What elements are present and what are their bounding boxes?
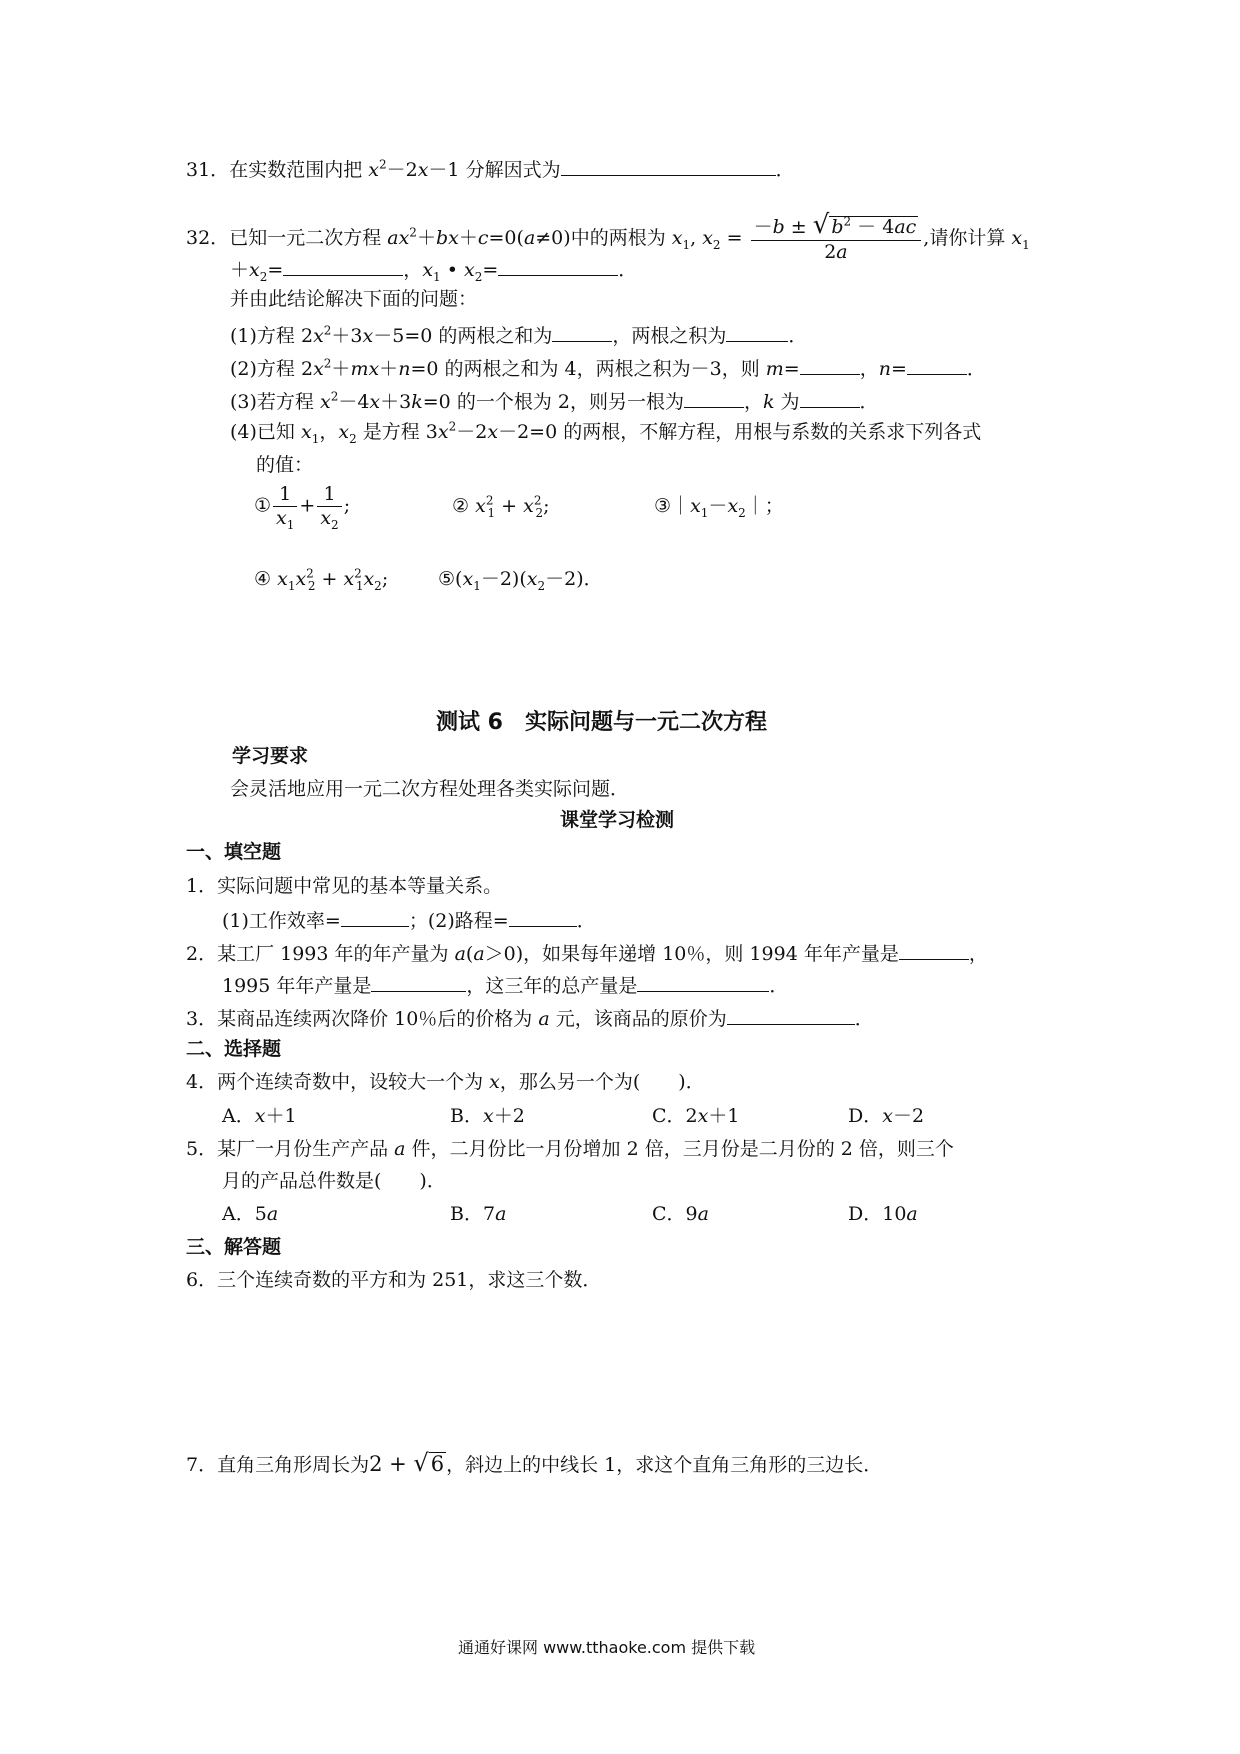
- question-5-option-a: A．5a: [222, 1203, 279, 1225]
- question-6: 6．三个连续奇数的平方和为 251，求这三个数．: [186, 1269, 602, 1291]
- question-5-line2: 月的产品总件数是( )．: [222, 1170, 446, 1192]
- question-5-option-b: B．7a: [450, 1203, 507, 1225]
- question-32-part-2: (2)方程 $2x^2+mx+n=0$ 的两根之和为 4，两根之积为－3，则 m= ，n= ．: [230, 356, 986, 380]
- question-5-option-d: D．10a: [848, 1203, 918, 1225]
- question-4-option-d: D．x－2: [848, 1105, 925, 1127]
- class-test-heading: 课堂学习检测: [560, 809, 675, 831]
- question-32-part-4: (4)已知 $x_1$，$x_2$ 是方程 $3x^2-2x-2=0$ 的两根，不解方程，用根与系数的关系求下列各式: [230, 419, 982, 446]
- page-footer: 通通好课网 www.tthaoke.com 提供下载: [458, 1638, 756, 1657]
- sub-item-4: ④ $x_1x^2_2 + x^2_1x_2$;: [254, 566, 389, 593]
- question-2: 2．某工厂 1993 年的年产量为 a(a＞0)，如果每年递增 10％，则 1994 年年产量是 ，: [186, 943, 988, 965]
- question-4-option-a: A．x＋1: [222, 1105, 297, 1127]
- question-1-line2: (1)工作效率= ；(2)路程= ．: [222, 910, 596, 932]
- question-4-option-c: C．2x＋1: [652, 1105, 740, 1127]
- question-4: 4．两个连续奇数中，设较大一个为 x，那么另一个为( )．: [186, 1071, 705, 1093]
- sub-item-2: ② $x^2_1 + x^2_2$;: [452, 493, 550, 520]
- question-31: 31．在实数范围内把 $x^2-2x-1$ 分解因式为 ．: [186, 157, 795, 181]
- sub-item-3: $③|x_1-x_2|$；: [654, 495, 784, 520]
- question-number: 31．: [186, 159, 230, 181]
- question-3: 3．某商品连续两次降价 10％后的价格为 a 元，该商品的原价为 ．: [186, 1008, 874, 1030]
- requirements-heading: 学习要求: [232, 745, 309, 767]
- question-32-part-4-line2: 的值：: [256, 454, 314, 476]
- question-32-line2: $+x_2=$ ，$x_1$ • $x_2=$ ．: [230, 259, 638, 284]
- question-32: 32．已知一元二次方程 $ax^2+bx+c=0(a\ne 0)$中的两根为 $x_1$, $x_2$ = $\frac{-b \pm √ b^2 - 4ac}{2a}$ ,请你计算 $x_1$: [186, 210, 1030, 263]
- question-5-option-c: C．9a: [652, 1203, 709, 1225]
- requirements-text: 会灵活地应用一元二次方程处理各类实际问题．: [230, 778, 630, 800]
- answer-heading: 三、解答题: [186, 1236, 282, 1258]
- sub-item-1: ① $\frac{1}{x_1}$ + $\frac{1}{x_2}$ ;: [254, 483, 351, 532]
- question-2-line2: 1995 年年产量是 ，这三年的总产量是 ．: [222, 975, 789, 997]
- question-1: 1．实际问题中常见的基本等量关系。: [186, 875, 503, 897]
- question-32-part-3: (3)若方程 $x^2-4x+3k=0$ 的一个根为 2，则另一根为 ，k 为 ．: [230, 389, 879, 413]
- multiple-choice-heading: 二、选择题: [186, 1038, 282, 1060]
- answer-blank: [283, 258, 403, 276]
- question-7: 7．直角三角形周长为2 + √6 ，斜边上的中线长 1，求这个直角三角形的三边长．: [186, 1449, 883, 1477]
- sub-item-5: $⑤(x_1-2)(x_2-2)$．: [438, 568, 603, 593]
- question-32-part-1: (1)方程 $2x^2+3x-5=0$ 的两根之和为 ，两根之积为 ．: [230, 323, 808, 347]
- question-4-option-b: B．x＋2: [450, 1105, 525, 1127]
- question-32-intro: 并由此结论解决下面的问题：: [230, 288, 478, 310]
- question-5: 5．某厂一月份生产产品 a 件，二月份比一月份增加 2 倍，三月份是二月份的 2 倍，则三个: [186, 1138, 954, 1160]
- section-title: 测试 6 实际问题与一元二次方程: [436, 710, 767, 735]
- answer-blank: [561, 158, 776, 176]
- answer-blank: [498, 258, 618, 276]
- fill-blank-heading: 一、填空题: [186, 841, 282, 863]
- quadratic-formula: $\frac{-b \pm √ b^2 - 4ac}{2a}$: [751, 212, 922, 262]
